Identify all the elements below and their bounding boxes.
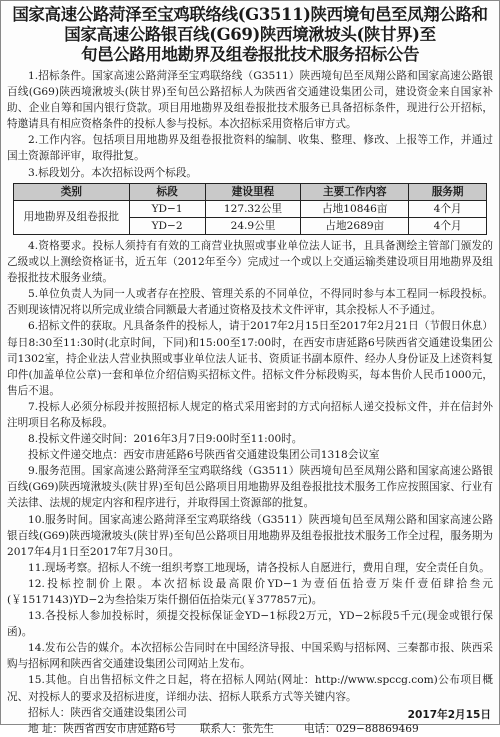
table-row bbox=[14, 200, 487, 217]
section-8-submission-time: 8.投标文件递交时间：2016年3月7日9:00时至11:00时。 bbox=[28, 433, 303, 446]
lot-table bbox=[13, 183, 487, 235]
section-4-qualifications: 4.资格要求。投标人须持有有效的工商营业执照或事业单位法人证书，且具备测绘主管部门颁发的乙级或以上测绘资格证书，近五年（2012年至今）完成过一个或以上交通运输类建设项目用地勘界及组卷报批技术服务业绩。 bbox=[7, 239, 493, 285]
header-mileage: 建设里程 bbox=[205, 183, 301, 200]
cell-period: 4个月 bbox=[409, 200, 487, 217]
cell-content: 占地10846亩 bbox=[301, 200, 409, 217]
section-10-service-time: 10.服务时间。国家高速公路菏泽至宝鸡联络线（G3511）陕西境旬邑至凤翔公路和国家高速公路银百线(G69)陕西境湫坡头(陕甘界)至旬邑公路项目用地勘界及组卷报批技术服务工作全过程，服务期为2017年4月1日至2017年7月30日。 bbox=[7, 513, 493, 558]
cell-content: 占地2689亩 bbox=[301, 217, 409, 234]
announcement-date: 2017年2月15日 bbox=[407, 709, 491, 721]
section-7-submission-format: 7.投标人必须分标段并按照招标人规定的格式采用密封的方式向招标人递交投标文件，并在信封外注明项目名称及标段。 bbox=[7, 400, 493, 429]
header-category: 类别 bbox=[14, 183, 130, 200]
section-9-service-scope: 9.服务范围。国家高速公路菏泽至宝鸡联络线（G3511）陕西境旬邑至凤翔公路和国家高速公路银百线(G69)陕西境湫坡头(陕甘界)至旬邑公路项目用地勘界及组卷报批技术服务工作应按照国家、行业有关法律、法规的规定内容和程序进行，并取得国土资源部的批复。 bbox=[7, 465, 493, 510]
contact-address-line bbox=[7, 721, 493, 737]
announcement-body bbox=[1, 65, 499, 737]
announcement-title bbox=[1, 1, 499, 65]
section-12-price-cap: 12.投标控制价上限。本次招标设最高限价YD−1为壹佰伍拾壹万柒仟壹佰肆拾叁元(￥1517143)YD−2为叁拾柒万柒仟捌佰伍拾柒元(￥377857元)。 bbox=[7, 577, 493, 606]
header-content: 主要工作内容 bbox=[301, 183, 409, 200]
header-section: 标段 bbox=[129, 183, 205, 200]
title-line-2: 国家高速公路银百线(G69)陕西境湫坡头(陕甘界)至 bbox=[64, 25, 436, 44]
section-11-site-visit: 11.现场考察。招标人不统一组织考察工地现场，请各投标人自愿进行，费用自理，安全责任自负。 bbox=[28, 561, 490, 574]
section-15-other: 15.其他。自出售招标文件之日起，将在招标人网站(网址：http://www.spccg.com)公布项目概况、对投标人的要求及招标进度，详细办法、招标人联系方式等关键内容。 bbox=[7, 674, 493, 703]
contact-phone: 电话：029−88869469 bbox=[303, 722, 419, 735]
title-line-3: 旬邑公路用地勘界及组卷报批技术服务招标公告 bbox=[80, 45, 420, 64]
section-6-obtain-documents: 6.招标文件的获取。凡具备条件的投标人，请于2017年2月15日至2017年2月21日（节假日休息）每日8:30至11:30时(北京时间，下同)和15:00至17:00时，在西安市唐延路6号陕西省交通建设集团公司1302室，持企业法人营业执照或事业单位法人证书、资质证书副本原件、经办人身份证及上述资料复印件(加盖单位公章)一套和单位介绍信购买招标文件。招标文件分标段购买，每本售价人民币1000元，售后不退。 bbox=[7, 320, 493, 397]
cell-period: 4个月 bbox=[409, 217, 487, 234]
section-3-lot-division: 3.标段划分。本次招标设两个标段。 bbox=[28, 166, 198, 179]
title-line-1: 国家高速公路菏泽至宝鸡联络线(G3511)陕西境旬邑至凤翔公路和 bbox=[12, 5, 488, 24]
cell-category: 用地勘界及组卷报批 bbox=[14, 200, 130, 234]
section-14-media: 14.发布公告的媒介。本次招标公告同时在中国经济导报、中国采购与招标网、三秦都市报、陕西采购与招标网和陕西省交通建设集团公司网站上发布。 bbox=[7, 642, 493, 671]
section-2-work-content: 2.工作内容。包括项目用地勘界及组卷报批资料的编制、收集、整理、修改、上报等工作，并通过国土资源部评审，取得批复。 bbox=[7, 134, 493, 163]
contact-tenderer: 招标人：陕西省交通建设集团公司 bbox=[28, 706, 187, 719]
cell-section: YD−2 bbox=[129, 217, 205, 234]
contact-address: 地 址：陕西省西安市唐延路6号 bbox=[28, 722, 176, 735]
section-5-restrictions: 5.单位负责人为同一人或者存在控股、管理关系的不同单位，不得同时参与本工程同一标段投标。否则现该情况将以所完成业绩合同额最大者通过资格及技术文件评审，其余投标人不予通过。 bbox=[7, 288, 493, 317]
section-1-tender-conditions: 1.招标条件。国家高速公路菏泽至宝鸡联络线（G3511）陕西境旬邑至凤翔公路和国家高速公路银百线(G69)陕西境湫坡头(陕甘界)至旬邑公路招标人为陕西省交通建设集团公司，建设资金来自国家补助、企业自筹和国内银行贷款。项目用地勘界及组卷报批技术服务已具备招标条件，现进行公开招标，特邀请具有相应资格条件的投标人参与投标。本次招标采用资格后审方式。 bbox=[7, 70, 493, 131]
lot-table-header-row bbox=[14, 183, 487, 200]
section-13-bid-bond: 13.各投标人参加投标时，须提交投标保证金YD−1标段2万元，YD−2标段5千元(现金或银行保函)。 bbox=[7, 610, 493, 639]
header-period: 服务期 bbox=[409, 183, 487, 200]
cell-mileage: 24.9公里 bbox=[205, 217, 301, 234]
cell-section: YD−1 bbox=[129, 200, 205, 217]
contact-person: 联系人：张先生 bbox=[199, 722, 274, 735]
cell-mileage: 127.32公里 bbox=[205, 200, 301, 217]
section-8-submission-place: 投标文件递交地点：西安市唐延路6号陕西省交通建设集团公司1318会议室 bbox=[28, 449, 380, 462]
